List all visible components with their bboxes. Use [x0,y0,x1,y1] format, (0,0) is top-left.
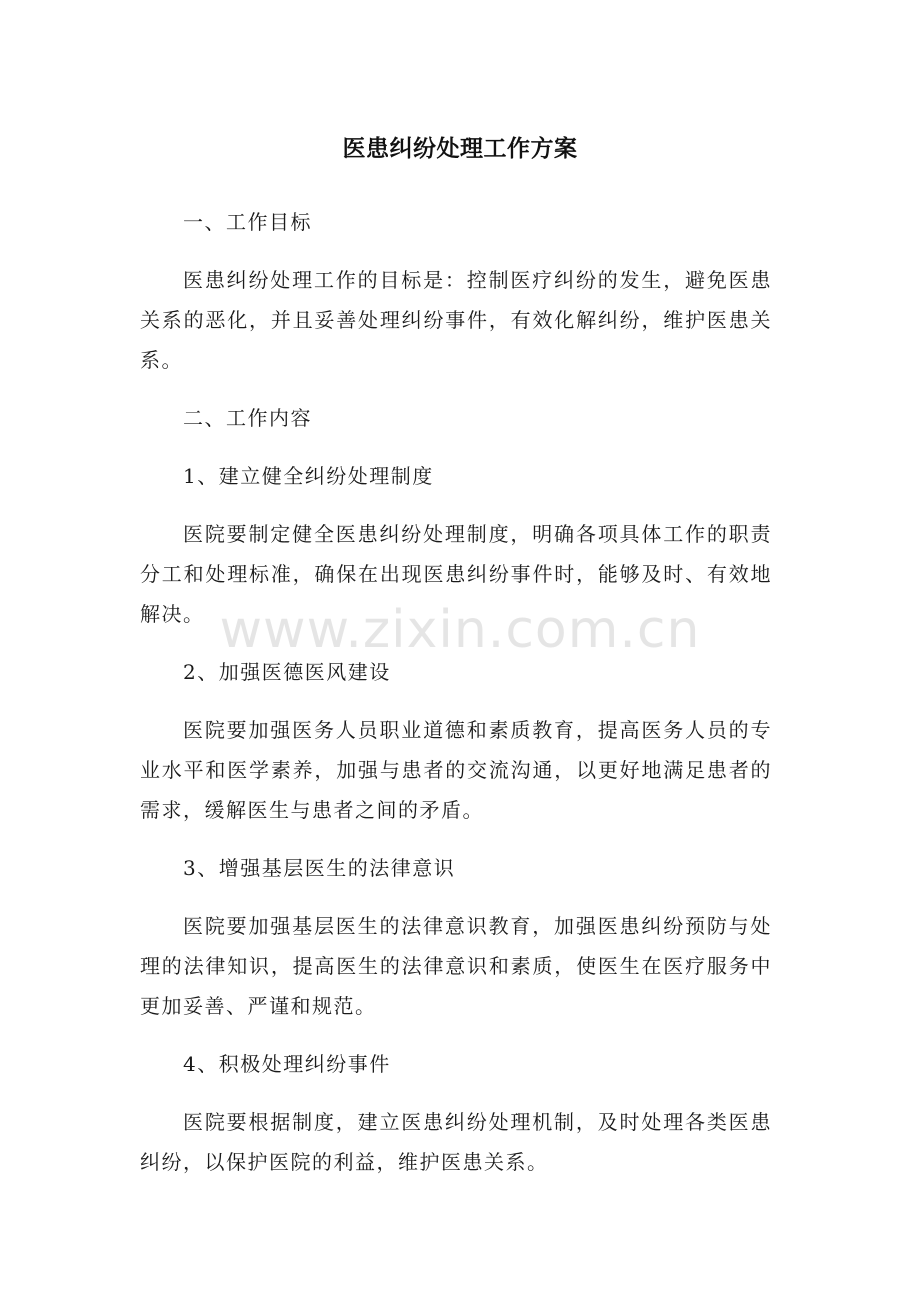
paragraph-ethics: 医院要加强医务人员职业道德和素质教育，提高医务人员的专业水平和医学素养，加强与患者的交流沟通，以更好地满足患者的需求，缓解医生与患者之间的矛盾。 [140,718,772,822]
subheading-handling: 4、积极处理纠纷事件 [183,1052,391,1076]
subheading-system: 1、建立健全纠纷处理制度 [183,464,434,488]
subheading-ethics: 2、加强医德医风建设 [183,660,391,684]
document-body [140,202,772,1200]
section-heading-content: 二、工作内容 [183,406,312,430]
paragraph-system: 医院要制定健全医患纠纷处理制度，明确各项具体工作的职责分工和处理标准，确保在出现医患纠纷事件时，能够及时、有效地解决。 [140,522,772,626]
document-title: 医患纠纷处理工作方案 [342,136,578,162]
subheading-legal: 3、增强基层医生的法律意识 [183,856,456,880]
paragraph-goal: 医患纠纷处理工作的目标是：控制医疗纠纷的发生，避免医患关系的恶化，并且妥善处理纠纷事件，有效化解纠纷，维护医患关系。 [140,268,772,372]
section-heading-goal: 一、工作目标 [183,210,312,234]
watermark: www.zixin.com.cn [219,600,701,660]
paragraph-legal: 医院要加强基层医生的法律意识教育，加强医患纠纷预防与处理的法律知识，提高医生的法律意识和素质，使医生在医疗服务中更加妥善、严谨和规范。 [140,914,772,1018]
paragraph-handling: 医院要根据制度，建立医患纠纷处理机制，及时处理各类医患纠纷，以保护医院的利益，维护医患关系。 [140,1110,772,1174]
